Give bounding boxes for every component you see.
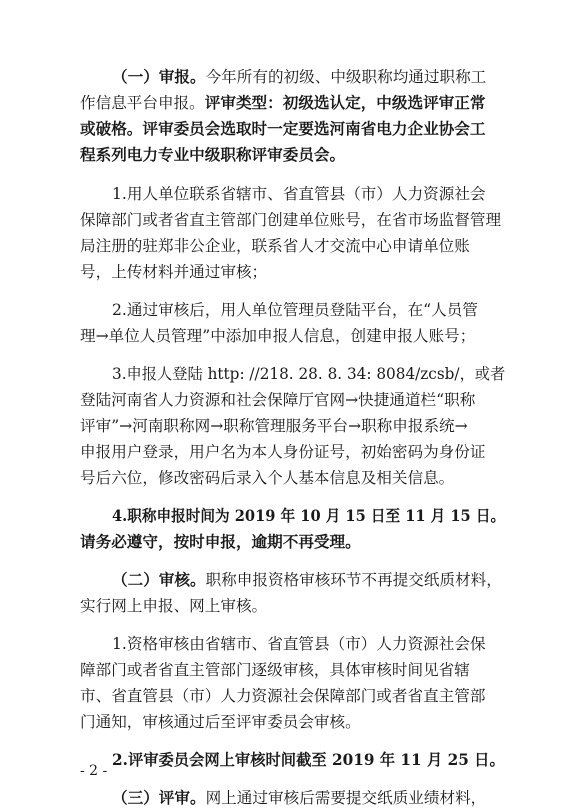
text-line	[80, 416, 468, 436]
text-run: 号，上传材料并通过审核；	[80, 263, 268, 281]
bold-run: 程系列电力专业中级职称评审委员会。	[80, 145, 346, 164]
text-run: 保障部门或者省直主管部门创建单位账号，在省市场监督管理	[80, 211, 502, 229]
text-line	[112, 300, 478, 320]
text-line	[112, 750, 505, 770]
text-line	[80, 145, 345, 165]
text-run: 网上通过审核后需要提交纸质业绩材料，	[205, 789, 487, 807]
text-run: 1.用人单位联系省辖市、省直管县（市）人力资源社会	[112, 185, 486, 203]
text-line	[80, 660, 470, 680]
text-line	[112, 184, 486, 204]
text-line	[112, 506, 505, 526]
text-line	[80, 532, 361, 552]
text-line	[80, 712, 361, 732]
text-run: 申报用户登录，用户名为本人身份证号，初始密码为身份证	[80, 443, 486, 461]
bold-run: 4.职称申报时间为 2019 年 10 月 15 日至 11 月 15 日。	[112, 506, 506, 525]
text-run: 障部门或者省直主管部门逐级审核，具体审核时间见省辖	[80, 661, 470, 679]
text-line	[80, 596, 267, 616]
text-line	[112, 364, 505, 384]
text-line	[80, 236, 470, 256]
bold-run: （二）审核。	[112, 570, 206, 589]
text-line	[112, 570, 502, 590]
bold-run: 或破格。评审委员会选取时一定要选河南省电力企业协会工	[80, 119, 486, 138]
text-run: 号后六位，修改密码后录入个人基本信息及相关信息。	[80, 469, 455, 487]
text-run: 理→单位人员管理”中添加申报人信息，创建申报人账号；	[80, 327, 476, 345]
text-run: 门通知，审核通过后至评审委员会审核。	[80, 713, 361, 731]
page-number: - 2 -	[80, 763, 108, 779]
text-run: 2.通过审核后，用人单位管理员登陆平台，在“人员管	[112, 301, 478, 319]
text-line	[80, 326, 475, 346]
text-run: 职称申报资格审核环节不再提交纸质材料，	[205, 571, 502, 589]
text-run: 3.申报人登陆 http: //218. 28. 8. 34: 8084/zcsb/，或者	[112, 365, 506, 383]
bold-run: 2.评审委员会网上审核时间截至 2019 年 11 月 25 日。	[112, 750, 505, 769]
bold-run: 评审类型：初级选认定，中级选评审正常	[204, 93, 486, 112]
text-run: 1.资格审核由省辖市、省直管县（市）人力资源社会保	[112, 635, 486, 653]
text-run: 登陆河南省人力资源和社会保障厅官网→快捷通道栏“职称	[80, 391, 476, 409]
text-run: 作信息平台申报。	[80, 94, 205, 112]
text-line	[80, 119, 485, 139]
text-line	[80, 262, 267, 282]
text-run: 今年所有的初级、中级职称均通过职称工	[205, 68, 487, 86]
text-run: 评审”→河南职称网→职称管理服务平台→职称申报系统→	[80, 417, 468, 435]
bold-run: （三）评审。	[112, 788, 206, 807]
bold-run: 请务必遵守，按时申报，逾期不再受理。	[80, 532, 361, 551]
text-run: 局注册的驻郑非公企业，联系省人才交流中心申请单位账	[80, 237, 470, 255]
text-run: 实行网上申报、网上审核。	[80, 597, 268, 615]
text-line	[80, 442, 485, 462]
text-line	[112, 67, 486, 87]
text-line	[112, 788, 486, 808]
text-line	[80, 93, 485, 113]
text-line	[80, 210, 501, 230]
text-run: 市、省直管县（市）人力资源社会保障部门或者省直主管部	[80, 687, 486, 705]
text-line	[80, 390, 475, 410]
text-line	[80, 686, 485, 706]
text-line	[112, 634, 486, 654]
bold-run: （一）审报。	[112, 67, 206, 86]
text-line	[80, 468, 454, 488]
